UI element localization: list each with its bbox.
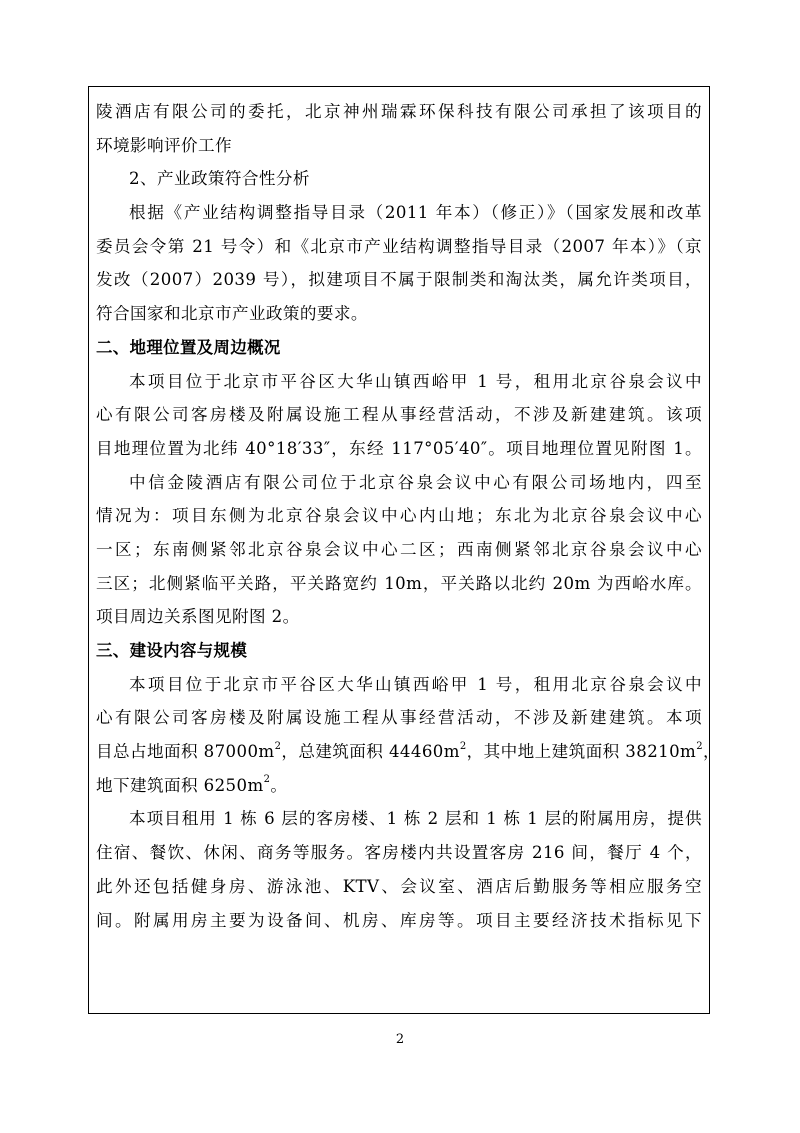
text-line: 心有限公司客房楼及附属设施工程从事经营活动，不涉及新建建筑。本项 [96, 708, 702, 728]
document-body [96, 95, 720, 937]
text-line: 心有限公司客房楼及附属设施工程从事经营活动，不涉及新建建筑。该项 [96, 405, 702, 425]
text-line: 情况为：项目东侧为北京谷泉会议中心内山地；东北为北京谷泉会议中心 [96, 506, 702, 526]
text-line: 根据《产业结构调整指导目录（2011 年本）（修正）》（国家发展和改革 [129, 203, 702, 223]
text-line-area [96, 735, 720, 769]
text-line: 住宿、餐饮、休闲、商务等服务。客房楼内共设置客房 216 间，餐厅 4 个， [96, 843, 702, 863]
text-fragment: 地下建筑面积 6250m [96, 775, 264, 795]
text-line-area [96, 769, 702, 803]
text-line: 此外还包括健身房、游泳池、KTV、会议室、酒店后勤服务等相应服务空 [96, 876, 702, 896]
text-line: 陵酒店有限公司的委托，北京神州瑞霖环保科技有限公司承担了该项目的 [96, 102, 702, 121]
text-line: 一区；东南侧紧邻北京谷泉会议中心二区；西南侧紧邻北京谷泉会议中心 [96, 539, 702, 559]
text-line: 本项目位于北京市平谷区大华山镇西峪甲 1 号，租用北京谷泉会议中 [129, 674, 702, 694]
superscript: 2 [263, 774, 271, 786]
page-number: 2 [395, 1032, 405, 1047]
text-line: 中信金陵酒店有限公司位于北京谷泉会议中心有限公司场地内，四至 [129, 472, 702, 492]
text-fragment: ， [702, 742, 720, 762]
text-line: 环境影响评价工作 [96, 135, 232, 155]
text-line: 目地理位置为北纬 40°18′33″，东经 117°05′40″。项目地理位置见附图 1。 [96, 438, 702, 458]
text-fragment: ，总建筑面积 44460m [281, 742, 460, 762]
text-line: 本项目位于北京市平谷区大华山镇西峪甲 1 号，租用北京谷泉会议中 [129, 371, 702, 391]
text-fragment: 。 [270, 775, 288, 795]
text-line: 委员会令第 21 号令）和《北京市产业结构调整指导目录（2007 年本）》（京 [96, 236, 702, 256]
text-line: 项目周边关系图见附图 2。 [96, 607, 300, 627]
text-line: 发改（2007）2039 号），拟建项目不属于限制类和淘汰类，属允许类项目， [96, 270, 702, 290]
superscript: 2 [459, 740, 467, 752]
subsection-title: 2、产业政策符合性分析 [129, 169, 310, 189]
text-line: 间。附属用房主要为设备间、机房、库房等。项目主要经济技术指标见下 [96, 910, 702, 930]
text-fragment: 目总占地面积 87000m [96, 742, 275, 762]
section-heading: 二、地理位置及周边概况 [96, 337, 281, 357]
text-line: 符合国家和北京市产业政策的要求。 [96, 304, 368, 324]
text-line: 本项目租用 1 栋 6 层的客房楼、1 栋 2 层和 1 栋 1 层的附属用房，提供 [129, 809, 702, 829]
text-fragment: ，其中地上建筑面积 38210m [466, 742, 697, 762]
section-heading: 三、建设内容与规模 [96, 641, 248, 660]
text-line: 三区；北侧紧临平关路，平关路宽约 10m，平关路以北约 20m 为西峪水库。 [96, 573, 702, 593]
superscript: 2 [696, 740, 703, 752]
superscript: 2 [274, 740, 282, 752]
content-frame [88, 86, 720, 1014]
